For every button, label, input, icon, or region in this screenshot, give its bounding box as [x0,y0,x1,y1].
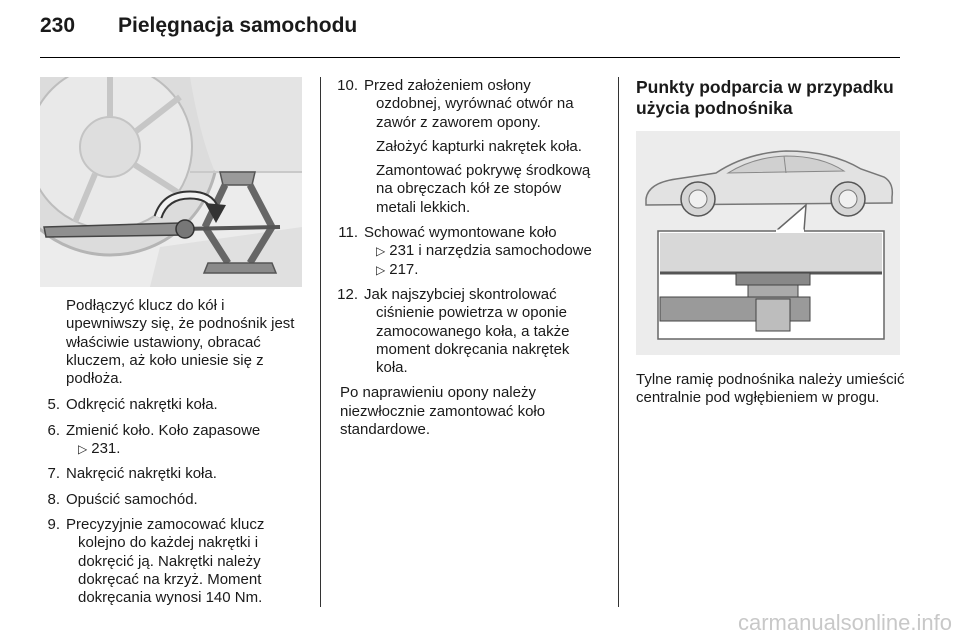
list-item: 11. Schować wymontowane koło ▷ 231 i narzędzia samochodowe ▷ 217. [332,224,604,279]
cross-reference[interactable]: ▷ 231 i narzędzia samochodowe [376,242,592,260]
intro-text: Podłączyć klucz do kół i upewniwszy się, że podnośnik jest właściwie ustawiony, obracać kluczem, aż koło uniesie się z podłoża. [66,297,295,388]
cross-reference[interactable]: ▷ 217. [376,260,419,278]
closing-paragraph: Po naprawieniu opony należy niezwłocznie zamontować koło standardowe. [340,384,546,439]
reference-arrow-icon: ▷ [78,442,88,457]
list-item: 10. Przed założeniem osłony ozdobnej, wyrównać otwór na zawór z zaworem opony. Założyć kapturki nakrętek koła. Zamontować pokrywę środkową na obręczach kół ze stopów metali lekkich. [337,77,591,216]
column-divider [618,77,619,607]
column-divider [320,77,321,607]
lifting-point-illustration [636,131,900,355]
list-item: 9. Precyzyjnie zamocować klucz kolejno do każdej nakrętki i dokręcić ją. Nakrętki należy dokręcać na krzyż. Moment dokręcania wynosi 140 Nm. [47,515,265,607]
left-column [40,77,308,614]
reference-arrow-icon: ▷ [376,262,386,277]
figure-caption: Tylne ramię podnośnika należy umieścić centralnie pod wgłębieniem w progu. [636,371,905,407]
watermark: carmanualsonline.info [737,610,952,635]
list-item: 7. Nakręcić nakrętki koła. [47,465,217,483]
section-heading: Punkty podparcia w przypadku użycia podnośnika [636,77,894,118]
page-title: Pielęgnacja samochodu [118,14,358,37]
page-number: 230 [40,14,76,37]
list-item: 12. Jak najszybciej skontrolować ciśnienie powietrza w oponie zamocowanego koła, a także moment dokręcania nakrętek koła. [337,285,570,377]
right-column [636,77,906,408]
reference-arrow-icon: ▷ [376,244,386,259]
cross-reference[interactable]: ▷ 231. [78,440,121,458]
list-item: 5. Odkręcić nakrętki koła. [47,396,218,414]
jack-illustration [40,77,302,287]
middle-column [332,77,604,439]
list-item: 6. Zmienić koło. Koło zapasowe ▷ 231. [40,422,308,459]
list-item: 8. Opuścić samochód. [47,490,198,508]
header-rule [40,57,900,58]
